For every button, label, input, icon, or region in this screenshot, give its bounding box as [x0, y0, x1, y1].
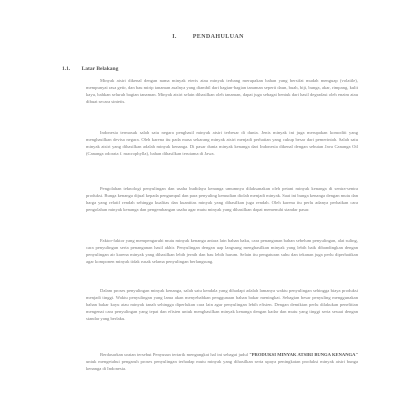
paragraph-text: Pengolahan teknologi penyulingan dan usaha budidaya kenanga umumnya dilaksanakan oleh petani minyak kenanga di sentra-sentra produksi. Bunga kenanga dijual kepada pengumpul dan para penyuling kemudian diolah menjadi minyak. Saat ini bunga kenanga dengan mutu dan harga yang relatif rendah sehingga kualitas dan kuantitas minyak yang dihasilkan juga rendah. Oleh karena itu perlu adanya perbaikan cara pengolahan minyak kenanga dan pengembangan usaha agar mutu minyak yang dihasilkan dapat memenuhi standar pasar.	[86, 185, 358, 212]
paragraph-1	[86, 77, 358, 105]
chapter-number: I.	[172, 34, 177, 40]
chapter-heading	[0, 34, 416, 40]
paragraph-text: Faktor-faktor yang mempengaruhi mutu minyak kenanga antara lain bahan baku, cara penanganan bahan sebelum penyulingan, alat suling, cara penyulingan serta penanganan hasil akhir. Penyulingan dengan uap langsung menghasilkan minyak yang lebih baik dibandingkan dengan penyulingan air karena minyak yang dihasilkan lebih jernih dan bau lebih harum. Selain itu pengaturan suhu dan tekanan juga perlu diperhatikan agar komponen minyak tidak rusak selama penyulingan berlangsung.	[86, 237, 358, 264]
paragraph-text: Berdasarkan uraian tersebut Penyusun tertarik mengangkat hal ini sebagai judul	[100, 351, 248, 357]
paragraph-text: Minyak atsiri dikenal dengan nama minyak eteris atau minyak terbang merupakan bahan yang bersifat mudah menguap (volatile), mempunyai rasa getir, dan bau mirip tanaman asalnya yang diambil dari bagian-bagian tanaman seperti daun, buah, biji, bunga, akar, rimpang, kulit kayu, bahkan seluruh bagian tanaman. Minyak atsiri selain dihasilkan oleh tanaman, dapat juga sebagai bentuk dari hasil degradasi oleh enzim atau dibuat secara sintetis.	[86, 77, 358, 104]
section-heading	[62, 66, 118, 72]
closing-text: untuk mengetahui pengaruh proses penyulingan terhadap mutu minyak yang dihasilkan serta upaya peningkatan produksi minyak atsiri bunga kenanga di Indonesia.	[86, 358, 358, 371]
paragraph-text: Indonesia termasuk salah satu negara penghasil minyak atsiri terbesar di dunia. Jenis minyak ini juga merupakan komoditi yang menghasilkan devisa negara. Oleh karena itu pada masa sekarang minyak atsiri menjadi perhatian yang cukup besar dari pemerintah. Salah satu minyak atsiri yang dihasilkan adalah minyak kenanga. Di pasar dunia minyak kenanga dari Indonesia dikenal dengan sebutan Java Cananga Oil (Cananga odorata f. macrophylla), bahan dihasilkan terutama di Jawa.	[86, 129, 358, 156]
section-title: Latar Belakang	[81, 66, 119, 72]
paragraph-5	[86, 287, 358, 322]
chapter-title: PENDAHULUAN	[192, 34, 244, 40]
paragraph-2	[86, 129, 358, 157]
paragraph-6	[86, 351, 358, 372]
quoted-title: "PRODUKSI MINYAK ATSIRI BUNGA KENANGA"	[249, 351, 358, 357]
paragraph-4	[86, 237, 358, 265]
paragraph-3	[86, 185, 358, 213]
paragraph-text: Dalam proses penyulingan minyak kenanga, salah satu kendala yang dihadapi adalah lamanya waktu penyulingan sehingga biaya produksi menjadi tinggi. Waktu penyulingan yang lama akan menyebabkan penggunaan bahan bakar meningkat. Sebagian besar penyuling menggunakan bahan bakar kayu atau minyak tanah sehingga diperlukan cara lain agar penyulingan lebih efisien. Dengan demikian perlu dilakukan penelitian mengenai cara penyulingan yang tepat dan efisien untuk menghasilkan minyak kenanga dengan kadar dan mutu yang tinggi serta sesuai dengan standar yang berlaku.	[86, 287, 358, 321]
section-number: 1.1.	[62, 66, 71, 72]
